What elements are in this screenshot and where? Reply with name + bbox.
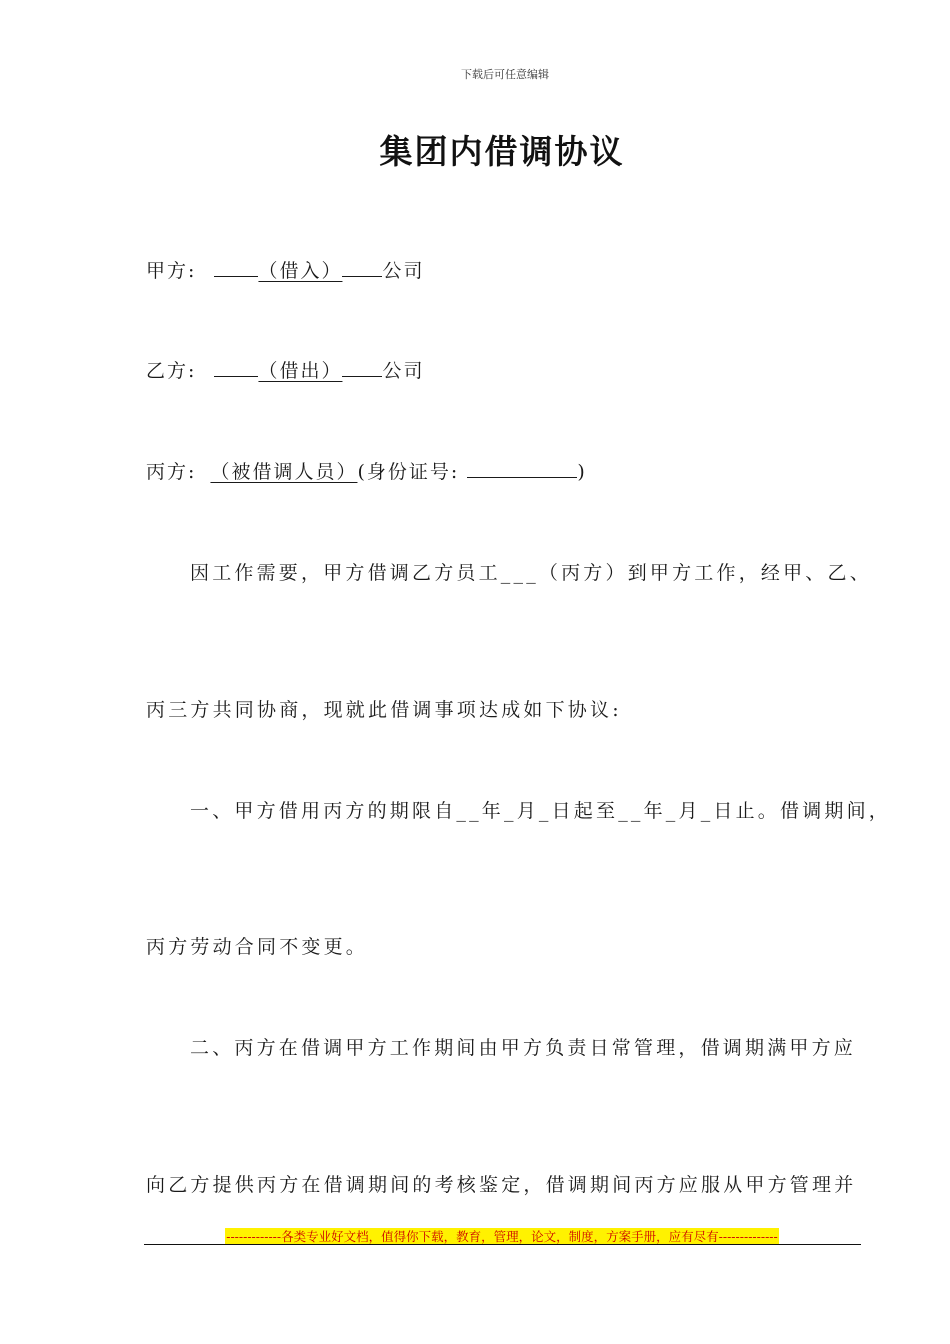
footer-divider	[144, 1244, 861, 1245]
paragraph-line: 丙三方共同协商，现就此借调事项达成如下协议:	[146, 699, 622, 721]
party-b-line	[146, 356, 424, 383]
party-c-role: （被借调人员）	[210, 461, 358, 483]
paragraph-line: 丙方劳动合同不变更。	[146, 936, 369, 958]
paragraph-line: 二、丙方在借调甲方工作期间由甲方负责日常管理，借调期满甲方应	[190, 1037, 857, 1059]
party-a-blank-right	[342, 258, 382, 277]
paragraph-line: 因工作需要，甲方借调乙方员工___（丙方）到甲方工作，经甲、乙、	[190, 562, 872, 584]
party-b-label: 乙方:	[146, 360, 197, 382]
paragraph-line: 一、甲方借用丙方的期限自__年_月_日起至__年_月_日止。借调期间，	[190, 800, 892, 822]
party-a-label: 甲方:	[146, 260, 197, 282]
party-c-id-suffix: )	[577, 461, 587, 483]
party-a-blank-left	[214, 258, 258, 277]
party-b-blank-right	[342, 358, 382, 377]
document-title: 集团内借调协议	[379, 132, 625, 171]
footer-banner	[0, 1226, 950, 1245]
party-c-id-blank	[467, 459, 577, 478]
paragraph-line: 向乙方提供丙方在借调期间的考核鉴定，借调期间丙方应服从甲方管理并	[146, 1174, 857, 1196]
party-a-line	[146, 256, 424, 283]
party-c-id-prefix: (身份证号:	[357, 461, 460, 483]
footer-banner-text: -------------各类专业好文档，值得你下载，教育，管理，论文，制度，方案手册，应有尽有--------------	[226, 1229, 778, 1244]
party-b-role: （借出）	[258, 360, 343, 382]
party-c-line	[146, 457, 587, 484]
party-b-suffix: 公司	[382, 360, 425, 382]
party-a-suffix: 公司	[382, 260, 425, 282]
party-b-blank-left	[214, 358, 258, 377]
party-c-label: 丙方:	[146, 461, 197, 483]
party-a-role: （借入）	[258, 260, 343, 282]
header-note: 下载后可任意编辑	[461, 68, 549, 81]
